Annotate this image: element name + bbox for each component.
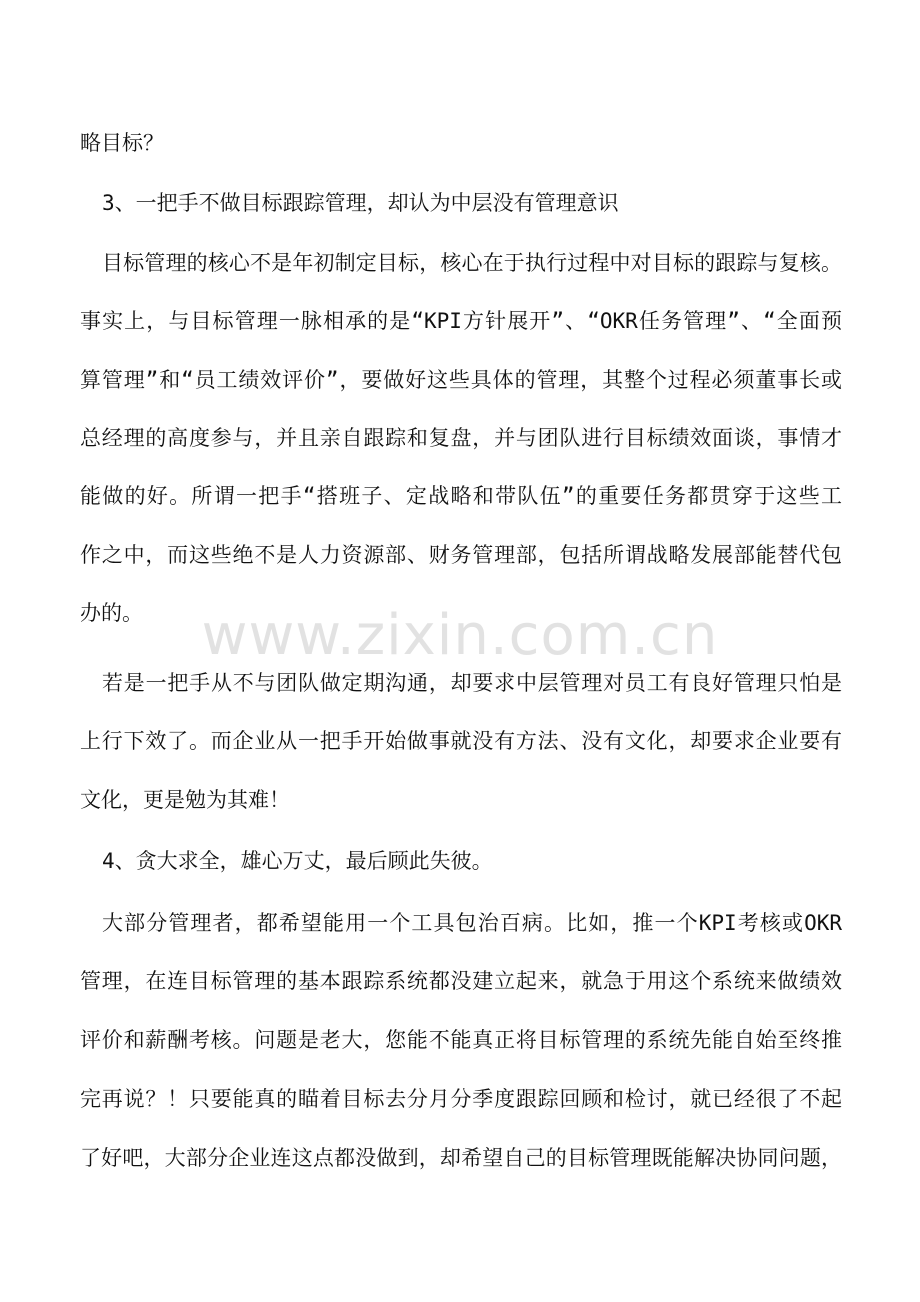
text-line: 评价和薪酬考核。问题是老大，您能不能真正将目标管理的系统先能自始至终推 — [80, 1028, 842, 1052]
text-line: 完再说？！只要能真的瞄着目标去分月分季度跟踪回顾和检讨，就已经很了不起 — [80, 1087, 842, 1111]
text-line: 略目标？ — [80, 131, 164, 155]
watermark: www.zixin.com.cn — [201, 603, 719, 668]
text-line: 大部分管理者，都希望能用一个工具包治百病。比如，推一个KPI考核或OKR — [102, 911, 842, 935]
text-line: 若是一把手从不与团队做定期沟通，却要求中层管理对员工有良好管理只怕是 — [102, 671, 842, 695]
section-heading: 4、贪大求全，雄心万丈，最后顾此失彼。 — [102, 849, 493, 873]
text-line: 了好吧，大部分企业连这点都没做到，却希望自己的目标管理既能解决协同问题， — [80, 1146, 842, 1170]
text-line: 上行下效了。而企业从一把手开始做事就没有方法、没有文化，却要求企业要有 — [80, 729, 842, 753]
text-line: 目标管理的核心不是年初制定目标，核心在于执行过程中对目标的跟踪与复核。 — [102, 251, 842, 275]
text-line: 总经理的高度参与，并且亲自跟踪和复盘，并与团队进行目标绩效面谈，事情才 — [80, 426, 842, 450]
text-line: 作之中，而这些绝不是人力资源部、财务管理部，包括所谓战略发展部能替代包 — [80, 543, 842, 567]
text-line: 算管理”和“员工绩效评价”，要做好这些具体的管理，其整个过程必须董事长或 — [80, 368, 842, 392]
text-line: 文化，更是勉为其难！ — [80, 788, 290, 812]
section-heading: 3、一把手不做目标跟踪管理，却认为中层没有管理意识 — [102, 191, 619, 215]
text-line: 办的。 — [80, 601, 143, 625]
text-line: 事实上，与目标管理一脉相承的是“KPI方针展开”、“OKR任务管理”、“全面预 — [80, 309, 842, 333]
text-line: 管理，在连目标管理的基本跟踪系统都没建立起来，就急于用这个系统来做绩效 — [80, 969, 842, 993]
text-line: 能做的好。所谓一把手“搭班子、定战略和带队伍”的重要任务都贯穿于这些工 — [80, 484, 842, 508]
